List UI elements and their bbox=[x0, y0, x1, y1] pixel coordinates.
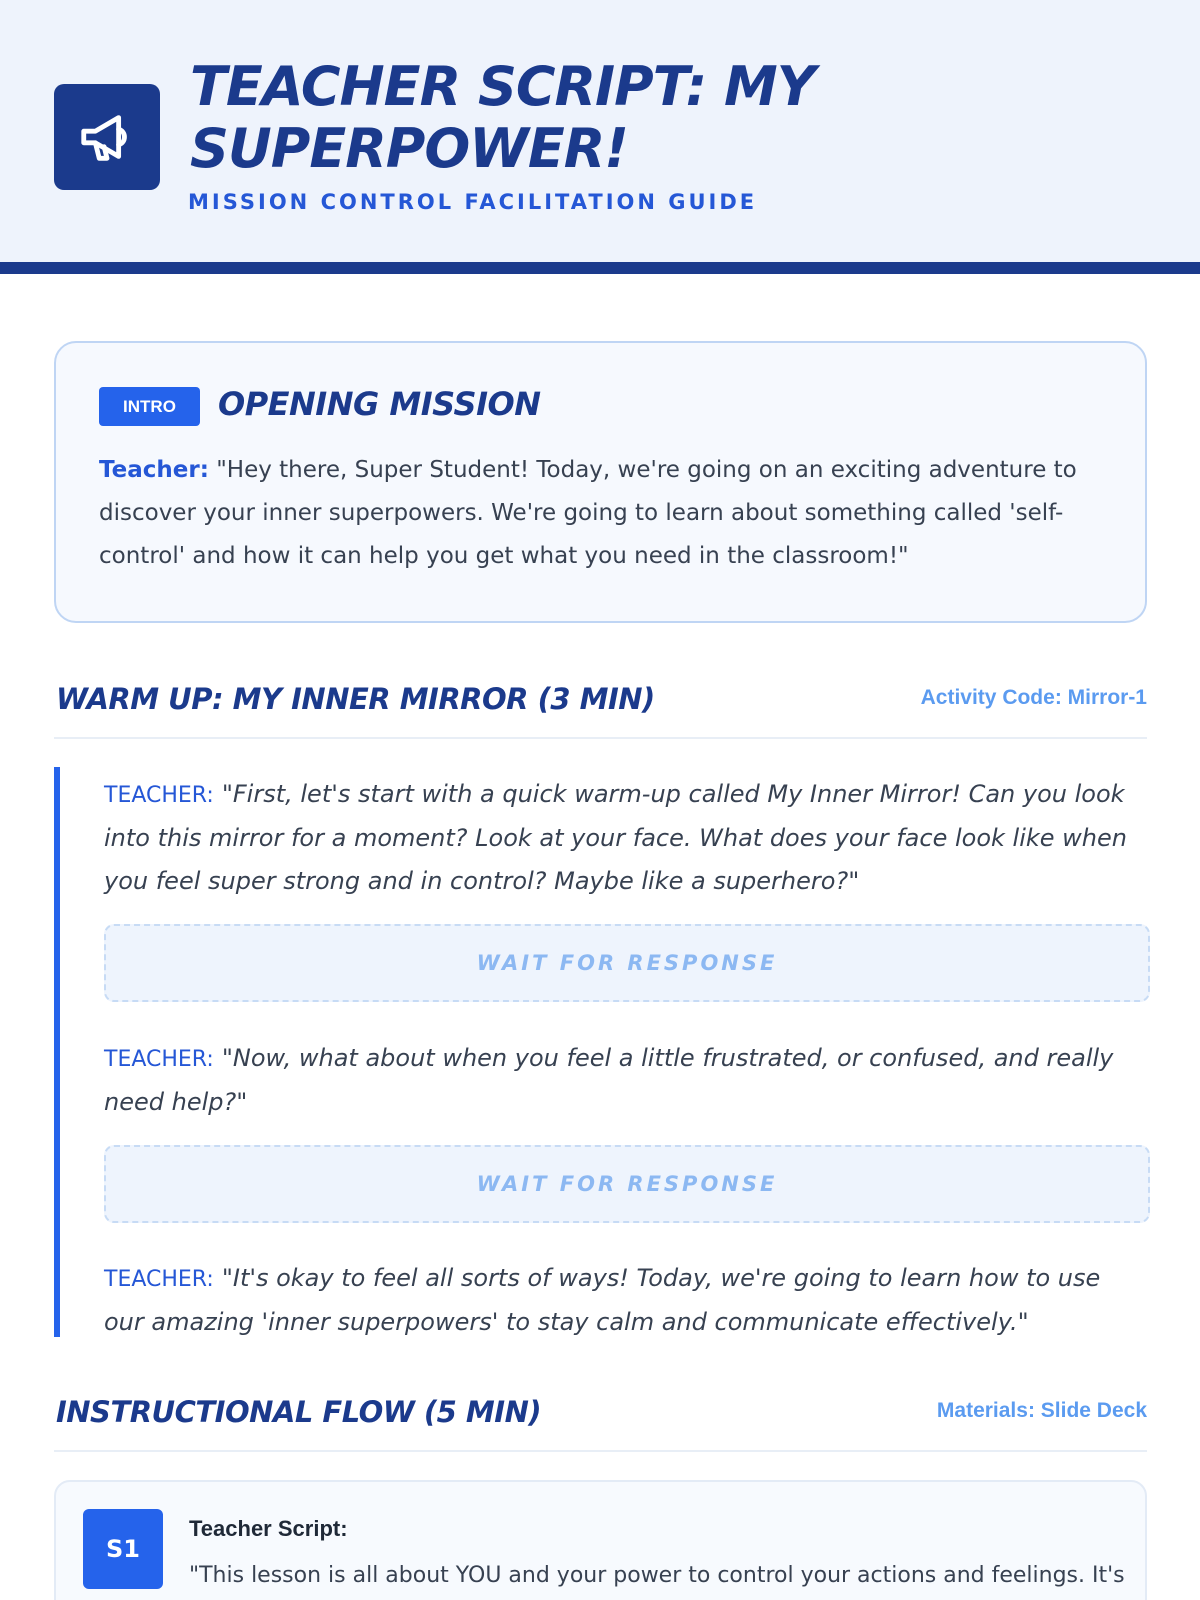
script-line-3 bbox=[104, 1257, 1144, 1344]
page-subtitle: MISSION CONTROL FACILITATION GUIDE bbox=[188, 190, 758, 214]
instructional-divider bbox=[54, 1450, 1147, 1452]
intro-text bbox=[99, 449, 1109, 578]
script-speaker: TEACHER: bbox=[104, 1047, 214, 1072]
warmup-section-header bbox=[54, 682, 1147, 722]
intro-card bbox=[54, 341, 1147, 623]
script-line-1 bbox=[104, 773, 1144, 903]
slide-script-text: "This lesson is all about YOU and your power to control your actions and feelings. It's bbox=[189, 1563, 1125, 1588]
title-line-2: SUPERPOWER! bbox=[190, 117, 628, 180]
script-text: "First, let's start with a quick warm-up called My Inner Mirror! Can you look into this mirror for a moment? Look at your face. What does your face look like when you feel super strong and in control? Maybe like a superhero?" bbox=[104, 780, 1127, 895]
slide-script-label: Teacher Script: bbox=[189, 1516, 348, 1541]
slide-number-badge: S1 bbox=[83, 1509, 163, 1589]
megaphone-icon bbox=[76, 106, 138, 168]
slide-card bbox=[54, 1480, 1147, 1600]
warmup-script-block bbox=[54, 767, 1147, 1337]
instructional-section-header bbox=[54, 1395, 1147, 1435]
script-line-2 bbox=[104, 1037, 1144, 1124]
script-speaker: TEACHER: bbox=[104, 1267, 214, 1292]
warmup-divider bbox=[54, 737, 1147, 739]
instructional-materials: Materials: Slide Deck bbox=[936, 1399, 1147, 1422]
intro-title: OPENING MISSION bbox=[218, 385, 541, 423]
intro-quote: "Hey there, Super Student! Today, we're going on an exciting adventure to discover your inner superpowers. We're going to learn about something called 'self-control' and how it can help you get what you need in the classroom!" bbox=[99, 457, 1077, 569]
page-title bbox=[190, 56, 1090, 180]
warmup-title: WARM UP: MY INNER MIRROR (3 MIN) bbox=[56, 682, 655, 716]
wait-for-response-box: WAIT FOR RESPONSE bbox=[104, 924, 1150, 1002]
logo-badge bbox=[54, 84, 160, 190]
warmup-activity-code: Activity Code: Mirror-1 bbox=[920, 686, 1147, 709]
title-line-1: TEACHER SCRIPT: MY bbox=[190, 55, 815, 118]
script-text: "It's okay to feel all sorts of ways! Today, we're going to learn how to use our amazing 'inner superpowers' to stay calm and communicate effectively." bbox=[104, 1264, 1101, 1336]
script-speaker: TEACHER: bbox=[104, 783, 214, 808]
intro-speaker: Teacher: bbox=[99, 457, 209, 483]
wait-for-response-box: WAIT FOR RESPONSE bbox=[104, 1145, 1150, 1223]
instructional-title: INSTRUCTIONAL FLOW (5 MIN) bbox=[56, 1395, 542, 1429]
page-header bbox=[0, 0, 1200, 274]
intro-badge: INTRO bbox=[99, 387, 200, 426]
script-text: "Now, what about when you feel a little frustrated, or confused, and really need help?" bbox=[104, 1044, 1114, 1116]
